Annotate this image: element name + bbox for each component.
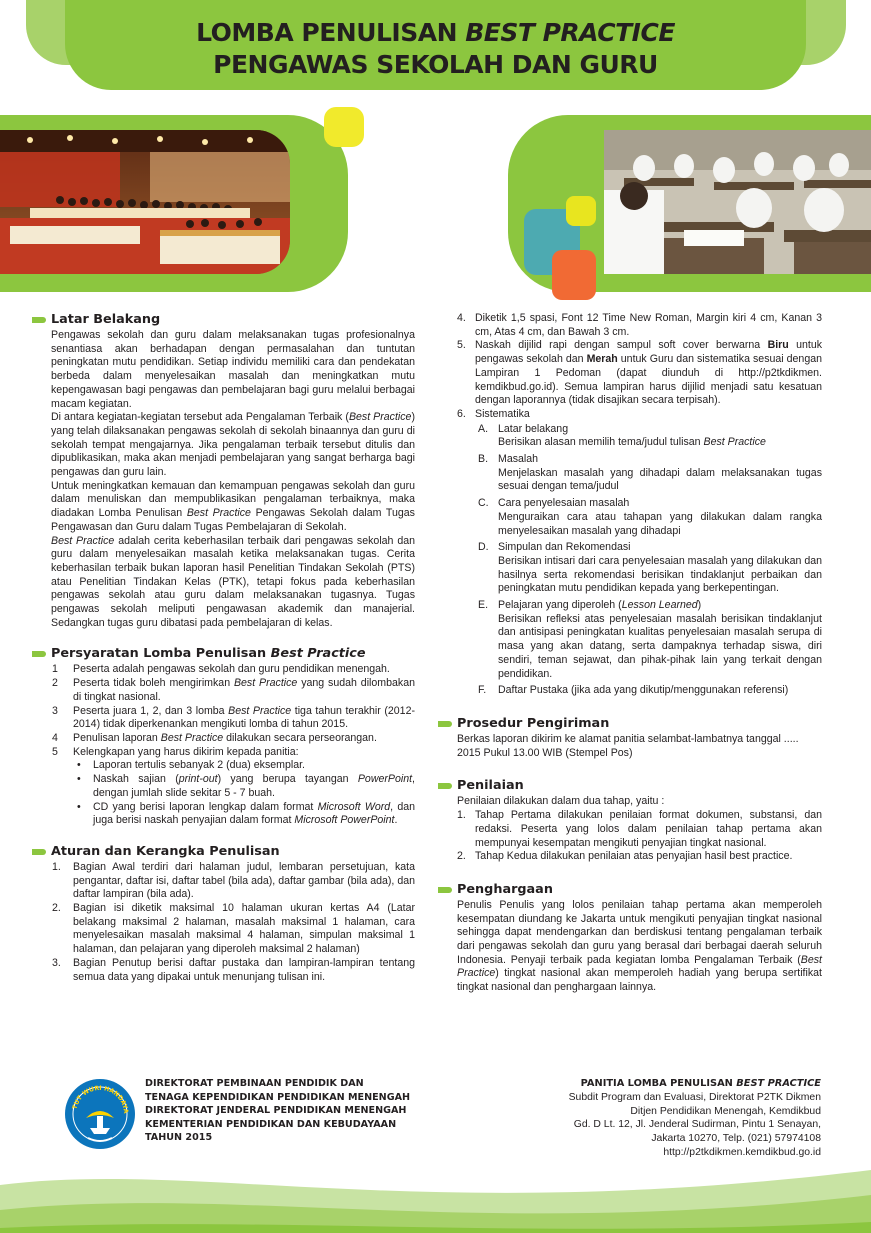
tut-wuri-handayani-logo bbox=[64, 1078, 136, 1150]
footer-line: TAHUN 2015 bbox=[145, 1132, 213, 1143]
list-item: 6. Sistematika bbox=[457, 407, 530, 420]
list-item: 1 Peserta adalah pengawas sekolah dan guru pendidikan menengah. bbox=[52, 663, 390, 676]
list-item: 1. Bagian Awal terdiri dari halaman judul, lembaran persetujuan, kata pengantar, daftar isi, daftar tabel (bila ada), daftar gambar (bila ada), dan daftar lampiran (bila ada). bbox=[52, 860, 415, 901]
footer-organization bbox=[145, 1077, 415, 1145]
list-item: 1. Tahap Pertama dilakukan penilaian format dokumen, substansi, dan redaksi. Peserta yang lolos dalam penilaian tahap pertama akan mempunyai kesempatan mengikuti penyajian tingkat nasional. bbox=[457, 809, 822, 849]
list-item: 2. Bagian isi diketik maksimal 10 halaman ukuran kertas A4 (Latar belakang maksimal 2 halaman, masalah maksimal 1 halaman, cara menyelesaikan masalah maksimal 4 halaman, simpulan maksimal 1 halaman, dan pelajaran yang diperoleh maksimal 2 halaman) bbox=[52, 902, 415, 956]
section-heading: Aturan dan Kerangka Penulisan bbox=[32, 844, 415, 860]
list-item: B. Masalah Menjelaskan masalah yang dihadapi dalam melaksanakan tugas sesuai dengan tema/judul bbox=[478, 453, 822, 493]
section-heading: Prosedur Pengiriman bbox=[438, 716, 822, 732]
page-title-line2: PENGAWAS SEKOLAH DAN GURU bbox=[213, 50, 658, 79]
bullet-item: • CD yang berisi laporan lengkap dalam format Microsoft Word, dan juga berisi naskah penyajian dalam format Microsoft PowerPoint. bbox=[73, 801, 415, 828]
section-latar-belakang bbox=[32, 312, 415, 630]
paragraph: Pengawas sekolah dan guru dalam melaksanakan tugas profesionalnya senantiasa akan berhadapan dengan permasalahan dan tuntutan peningkatan mutu pendidikan. Setiap individu memiliki cara dan pendekatan berbeda dalam menyelesaikan masalah dan meningkatkan mutu kepengawasan bagi pengawas dan pembelajaran bagi guru melalui berbagai macam kegiatan. bbox=[51, 329, 415, 410]
paragraph: Berkas laporan dikirim ke alamat panitia selambat-lambatnya tanggal ..... 2015 Pukul 13.00 WIB (Stempel Pos) bbox=[457, 732, 799, 759]
section-penghargaan bbox=[457, 882, 822, 995]
footer-line: DIREKTORAT JENDERAL PENDIDIKAN MENENGAH bbox=[145, 1105, 407, 1116]
classroom-exam-photo bbox=[604, 130, 871, 274]
systematics-list bbox=[457, 423, 822, 698]
list-item: F. Daftar Pustaka (jika ada yang dikutip/menggunakan referensi) bbox=[478, 684, 789, 697]
footer-line: DIREKTORAT PEMBINAAN PENDIDIK DAN bbox=[145, 1078, 364, 1089]
seminar-hall-photo bbox=[0, 130, 290, 274]
heading-bar-icon bbox=[32, 317, 46, 323]
section-heading: Persyaratan Lomba Penulisan Best Practice bbox=[32, 646, 415, 662]
paragraph: Penilaian dilakukan dalam dua tahap, yaitu : bbox=[457, 795, 665, 808]
paragraph: Penulis Penulis yang lolos penilaian tahap pertama akan memperoleh kesempatan diundang ke Jakarta untuk mengikuti penyajian tingkat nasional sehingga dapat mendengarkan dan berdiskusi tentang pengalaman terbaik dari pengawas sekolah dan guru yang berasal dari berbagai daerah seluruh Indonesia. Penyaji terbaik pada kegiatan lomba Pengalaman Terbaik (Best Practice) tingkat nasional akan memperoleh hadiah yang berupa sertifikat tingkat nasional dan penghargaan lainnya. bbox=[457, 898, 822, 994]
list-item: 5 Kelengkapan yang harus dikirim kepada panitia: bbox=[52, 745, 299, 758]
right-column bbox=[457, 312, 822, 1011]
list-item: 3 Peserta juara 1, 2, dan 3 lomba Best Practice tiga tahun terakhir (2012-2014) tidak diperkenankan mengikuti lomba di tahun 2015. bbox=[52, 704, 415, 731]
bullet-item: • Naskah sajian (print-out) yang berupa tayangan PowerPoint, dengan jumlah slide sekitar 5 - 7 buah. bbox=[73, 773, 415, 800]
section-aturan-lanjutan bbox=[457, 312, 822, 698]
section-prosedur bbox=[457, 716, 822, 760]
section-heading: Penilaian bbox=[438, 778, 822, 794]
footer-line: Gd. D Lt. 12, Jl. Jenderal Sudirman, Pintu 1 Senayan, bbox=[573, 1119, 821, 1131]
attachment-bullet-list bbox=[32, 759, 415, 828]
rules-list-continued bbox=[457, 312, 822, 422]
list-item: C. Cara penyelesaian masalah Menguraikan cara atau tahapan yang dilakukan dalam rangka menyelesaikan masalah yang dihadapi bbox=[478, 497, 822, 537]
assessment-list bbox=[457, 809, 822, 864]
section-aturan bbox=[32, 844, 415, 984]
orange-square-decoration bbox=[552, 250, 596, 300]
list-item: 5. Naskah dijilid rapi dengan sampul soft cover berwarna Biru untuk pengawas sekolah dan Merah untuk Guru dan sistematika sesuai dengan Lampiran 1 Pedoman (dapat diunduh di http://p2tkdikmen. kemdikbud.go.id). Semua lampiran harus dijilid menjadi satu kesatuan dengan laporannya (tidak disajikan secara terpisah). bbox=[457, 339, 823, 407]
rules-list bbox=[32, 861, 415, 984]
footer-website-link[interactable]: http://p2tkdikmen.kemdikbud.go.id bbox=[663, 1146, 821, 1158]
list-item: 4 Penulisan laporan Best Practice dilakukan secara perseorangan. bbox=[52, 731, 377, 744]
footer-line: Jakarta 10270, Telp. (021) 57974108 bbox=[651, 1133, 821, 1145]
section-penilaian bbox=[457, 778, 822, 864]
page-title-line1: LOMBA PENULISAN BEST PRACTICE bbox=[196, 18, 675, 47]
heading-bar-icon bbox=[32, 651, 46, 657]
heading-bar-icon bbox=[438, 887, 452, 893]
list-item: E. Pelajaran yang diperoleh (Lesson Learned) Berisikan refleksi atas penyelesaian masalah berisikan tindaklanjut dan antisipasi peningkatan kualitas penyelesaian masalah serupa di masa yang akan datang, serta dampaknya terhadap siswa, diri sendiri, teman sejawat, dan pihak-pihak lain yang terkait dengan pendidikan. bbox=[478, 599, 822, 680]
footer-line: Subdit Program dan Evaluasi, Direktorat P2TK Dikmen bbox=[568, 1091, 821, 1103]
heading-bar-icon bbox=[438, 783, 452, 789]
paragraph: Di antara kegiatan-kegiatan tersebut ada Pengalaman Terbaik (Best Practice) yang telah dilaksanakan pengawas sekolah di sekolah binaannya dan guru di sekolah tempat mengajarnya. Jika pengalaman terbaik tersebut ditulis dan dipublikasikan, maka akan menjadi pembelajaran yang sangat berharga bagi pengawas dan guru lain. bbox=[51, 411, 415, 479]
heading-bar-icon bbox=[438, 721, 452, 727]
svg-text:TUT WURI HANDAYANI: TUT WURI HANDAYA bbox=[71, 1084, 130, 1114]
paragraph: Untuk meningkatkan kemauan dan kemampuan pengawas sekolah dan guru dalam menuliskan dan mempublikasikan pengalaman terbaiknya, maka diadakan Lomba Penulisan Best Practice Pengawas Sekolah dalam Tugas Pengawasan dan Guru dalam Tugas Pembelajaran di Sekolah. bbox=[51, 479, 415, 533]
footer-line: Ditjen Pendidikan Menengah, Kemdikbud bbox=[630, 1105, 821, 1117]
section-persyaratan bbox=[32, 646, 415, 827]
section-heading: Latar Belakang bbox=[32, 312, 415, 328]
list-item: D. Simpulan dan Rekomendasi Berisikan intisari dari cara penyelesaian masalah yang dilakukan dan hasilnya serta rekomendasi berisikan tindaklanjut perbaikan dan peningkatan mutu pendidikan kepada yang berkepentingan. bbox=[478, 541, 822, 595]
list-item: 2. Tahap Kedua dilakukan penilaian atas penyajian hasil best practice. bbox=[457, 850, 793, 863]
section-heading: Penghargaan bbox=[438, 882, 822, 898]
footer-committee-title: PANITIA LOMBA PENULISAN BEST PRACTICE bbox=[580, 1078, 821, 1089]
left-column bbox=[32, 312, 415, 1000]
footer-contact bbox=[480, 1077, 821, 1160]
title-banner bbox=[65, 0, 806, 90]
bullet-item: • Laporan tertulis sebanyak 2 (dua) eksemplar. bbox=[73, 759, 415, 773]
small-yellow-square-decoration bbox=[566, 196, 596, 226]
list-item: 3. Bagian Penutup berisi daftar pustaka dan lampiran-lampiran tentang semua data yang dipakai untuk menunjang tulisan ini. bbox=[52, 956, 415, 983]
list-item: 4. Diketik 1,5 spasi, Font 12 Time New Roman, Margin kiri 4 cm, Kanan 3 cm, Atas 4 cm, dan Bawah 3 cm. bbox=[457, 312, 822, 338]
footer-line: TENAGA KEPENDIDIKAN PENDIDIKAN MENENGAH bbox=[145, 1091, 411, 1103]
paragraph: Best Practice adalah cerita keberhasilan terbaik dari pengawas sekolah dan guru dalam menyelesaikan masalah ketika melaksanakan tugas. Cerita keberhasilan terbaik bukan laporan hasil Penelitian Tindakan Sekolah (PTS) atau Penelitian Tindakan Kelas (PTK), tetapi fokus pada keberhasilan pengawas sekolah atau guru dalam melaksanakan tugasnya. Tugas pengawas sekolah meliputi pengawasan akademik dan manajerial. Sedangkan tugas guru dibatasi pada pembelajaran di kelas. bbox=[51, 534, 415, 629]
yellow-square-decoration bbox=[324, 107, 364, 147]
footer-line: KEMENTERIAN PENDIDIKAN DAN KEBUDAYAAN bbox=[145, 1118, 397, 1130]
heading-bar-icon bbox=[32, 849, 46, 855]
list-item: 2 Peserta tidak boleh mengirimkan Best Practice yang sudah dilombakan di tingkat nasional. bbox=[52, 677, 415, 703]
list-item: A. Latar belakang Berisikan alasan memilih tema/judul tulisan Best Practice bbox=[478, 422, 766, 449]
requirement-list bbox=[32, 663, 415, 759]
